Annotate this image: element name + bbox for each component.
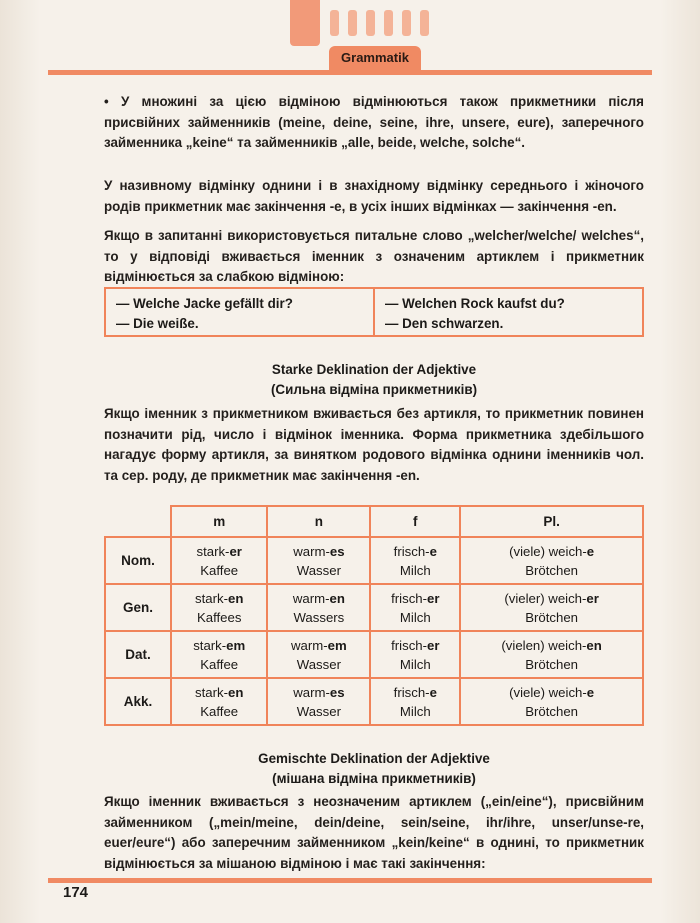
declension-cell [171, 678, 267, 725]
table-row [105, 584, 643, 631]
adjective-ending: e [429, 543, 437, 559]
adjective-ending: es [329, 684, 345, 700]
declension-cell [370, 584, 460, 631]
adjective-stem: (vielen) weich- [501, 637, 587, 653]
declension-cell [267, 631, 370, 678]
noun: Milch [399, 703, 431, 719]
adjective-stem: warm- [293, 543, 330, 559]
table-corner [105, 506, 171, 537]
declension-cell [171, 631, 267, 678]
header-rule [48, 70, 652, 75]
column-header: Pl. [460, 506, 643, 537]
adjective-ending: er [427, 637, 440, 653]
declension-cell [460, 537, 643, 584]
strong-declension-subtitle: (Сильна відміна прикметників) [270, 382, 478, 397]
footer-rule [48, 878, 652, 883]
case-label: Nom. [105, 537, 171, 584]
declension-cell [267, 584, 370, 631]
paragraph-endings: У називному відмінку однини і в знахідному відмінку середнього і жіночого родів прикметник має закінчення -e, в усіх інших відмінках — закінчення -en. [104, 178, 644, 214]
example-line: — Welchen Rock kaufst du? [385, 296, 565, 311]
adjective-ending: e [586, 684, 595, 700]
example-left [106, 289, 373, 335]
noun: Kaffees [196, 609, 242, 625]
noun: Brötchen [525, 562, 579, 578]
adjective-stem: warm- [291, 637, 328, 653]
example-box [104, 287, 644, 337]
noun: Wassers [293, 609, 345, 625]
adjective-ending: em [226, 637, 246, 653]
adjective-stem: stark- [196, 543, 230, 559]
header-decoration [290, 0, 430, 46]
table-row [105, 537, 643, 584]
adjective-ending: e [429, 684, 437, 700]
case-label: Dat. [105, 631, 171, 678]
declension-cell [267, 537, 370, 584]
strong-declension-text: Якщо іменник з прикметником вживається без артикля, то прикметник повинен позначити рід, число і відмінок іменника. Форма прикметника здебільшого нагадує форму артикля, за винятком родового відмінка однини іменників чол. та сер. роду, де прикметник має закінчення -en. [104, 406, 644, 483]
adjective-stem: stark- [193, 637, 227, 653]
column-header: n [267, 506, 370, 537]
noun: Wasser [296, 656, 341, 672]
adjective-stem: (viele) weich- [509, 684, 587, 700]
example-line: — Welche Jacke gefällt dir? [116, 296, 293, 311]
case-label: Akk. [105, 678, 171, 725]
noun: Wasser [296, 703, 341, 719]
adjective-ending: en [329, 590, 345, 606]
noun: Kaffee [200, 656, 239, 672]
adjective-stem: frisch- [391, 590, 428, 606]
example-line: — Den schwarzen. [385, 316, 504, 331]
noun: Milch [399, 656, 431, 672]
example-line: — Die weiße. [116, 316, 199, 331]
example-right [373, 289, 642, 335]
paragraph-plural-note: • У множині за цією відміною відмінюються також прикметники після присвійних займенників (meine, deine, seine, ihre, unsere, eure), заперечного займенника „keine“ та займенників „alle, beide, welche, solche“. [104, 94, 644, 151]
noun: Milch [399, 609, 431, 625]
noun: Wasser [296, 562, 341, 578]
adjective-ending: er [427, 590, 440, 606]
adjective-stem: stark- [195, 590, 228, 606]
declension-cell [370, 537, 460, 584]
paragraph-question-word: Якщо в запитанні використовується питальне слово „welcher/welche/ welches“, то у відповіді вживається іменник з означеним артиклем і прикметник відмінюється за слабкою відміною: [104, 228, 644, 285]
section-header-title: Grammatik [341, 50, 409, 65]
strong-declension-title: Starke Deklination der Adjektive [271, 362, 477, 377]
noun: Kaffee [200, 562, 239, 578]
mixed-declension-title: Gemischte Deklination der Adjektive [258, 751, 490, 766]
noun: Brötchen [525, 609, 579, 625]
mixed-declension-subtitle: (мішана відміна прикметників) [272, 771, 476, 786]
adjective-ending: em [327, 637, 347, 653]
column-header: m [171, 506, 267, 537]
noun: Milch [399, 562, 431, 578]
adjective-stem: frisch- [391, 637, 428, 653]
noun: Brötchen [525, 703, 579, 719]
adjective-ending: en [227, 684, 244, 700]
adjective-stem: warm- [293, 684, 330, 700]
declension-cell [460, 584, 643, 631]
adjective-ending: en [586, 637, 602, 653]
declension-cell [171, 537, 267, 584]
table-row [105, 678, 643, 725]
page-number: 174 [63, 884, 89, 901]
strong-declension-table [104, 505, 644, 726]
case-label: Gen. [105, 584, 171, 631]
adjective-ending: er [586, 590, 599, 606]
adjective-stem: frisch- [393, 684, 430, 700]
adjective-ending: e [586, 543, 595, 559]
adjective-ending: es [329, 543, 345, 559]
declension-cell [460, 678, 643, 725]
adjective-stem: (viele) weich- [509, 543, 587, 559]
adjective-stem: stark- [195, 684, 228, 700]
declension-cell [267, 678, 370, 725]
noun: Brötchen [525, 656, 579, 672]
declension-cell [460, 631, 643, 678]
noun: Kaffee [200, 703, 239, 719]
declension-cell [171, 584, 267, 631]
adjective-stem: (vieler) weich- [504, 590, 587, 606]
declension-cell [370, 631, 460, 678]
adjective-stem: frisch- [393, 543, 430, 559]
adjective-stem: warm- [292, 590, 330, 606]
mixed-declension-text: Якщо іменник вживається з неозначеним артиклем („ein/eine“), присвійним займенником („mein/meine, dein/deine, sein/seine, ihr/ihre, unser/unse-re, euer/eure“) або заперечним займенником „kein/keine“ в однині, то прикметник відмінюється за мішаною відміною і має такі закінчення: [104, 794, 644, 871]
adjective-ending: en [227, 590, 244, 606]
declension-cell [370, 678, 460, 725]
table-row [105, 631, 643, 678]
adjective-ending: er [229, 543, 242, 559]
column-header: f [370, 506, 460, 537]
